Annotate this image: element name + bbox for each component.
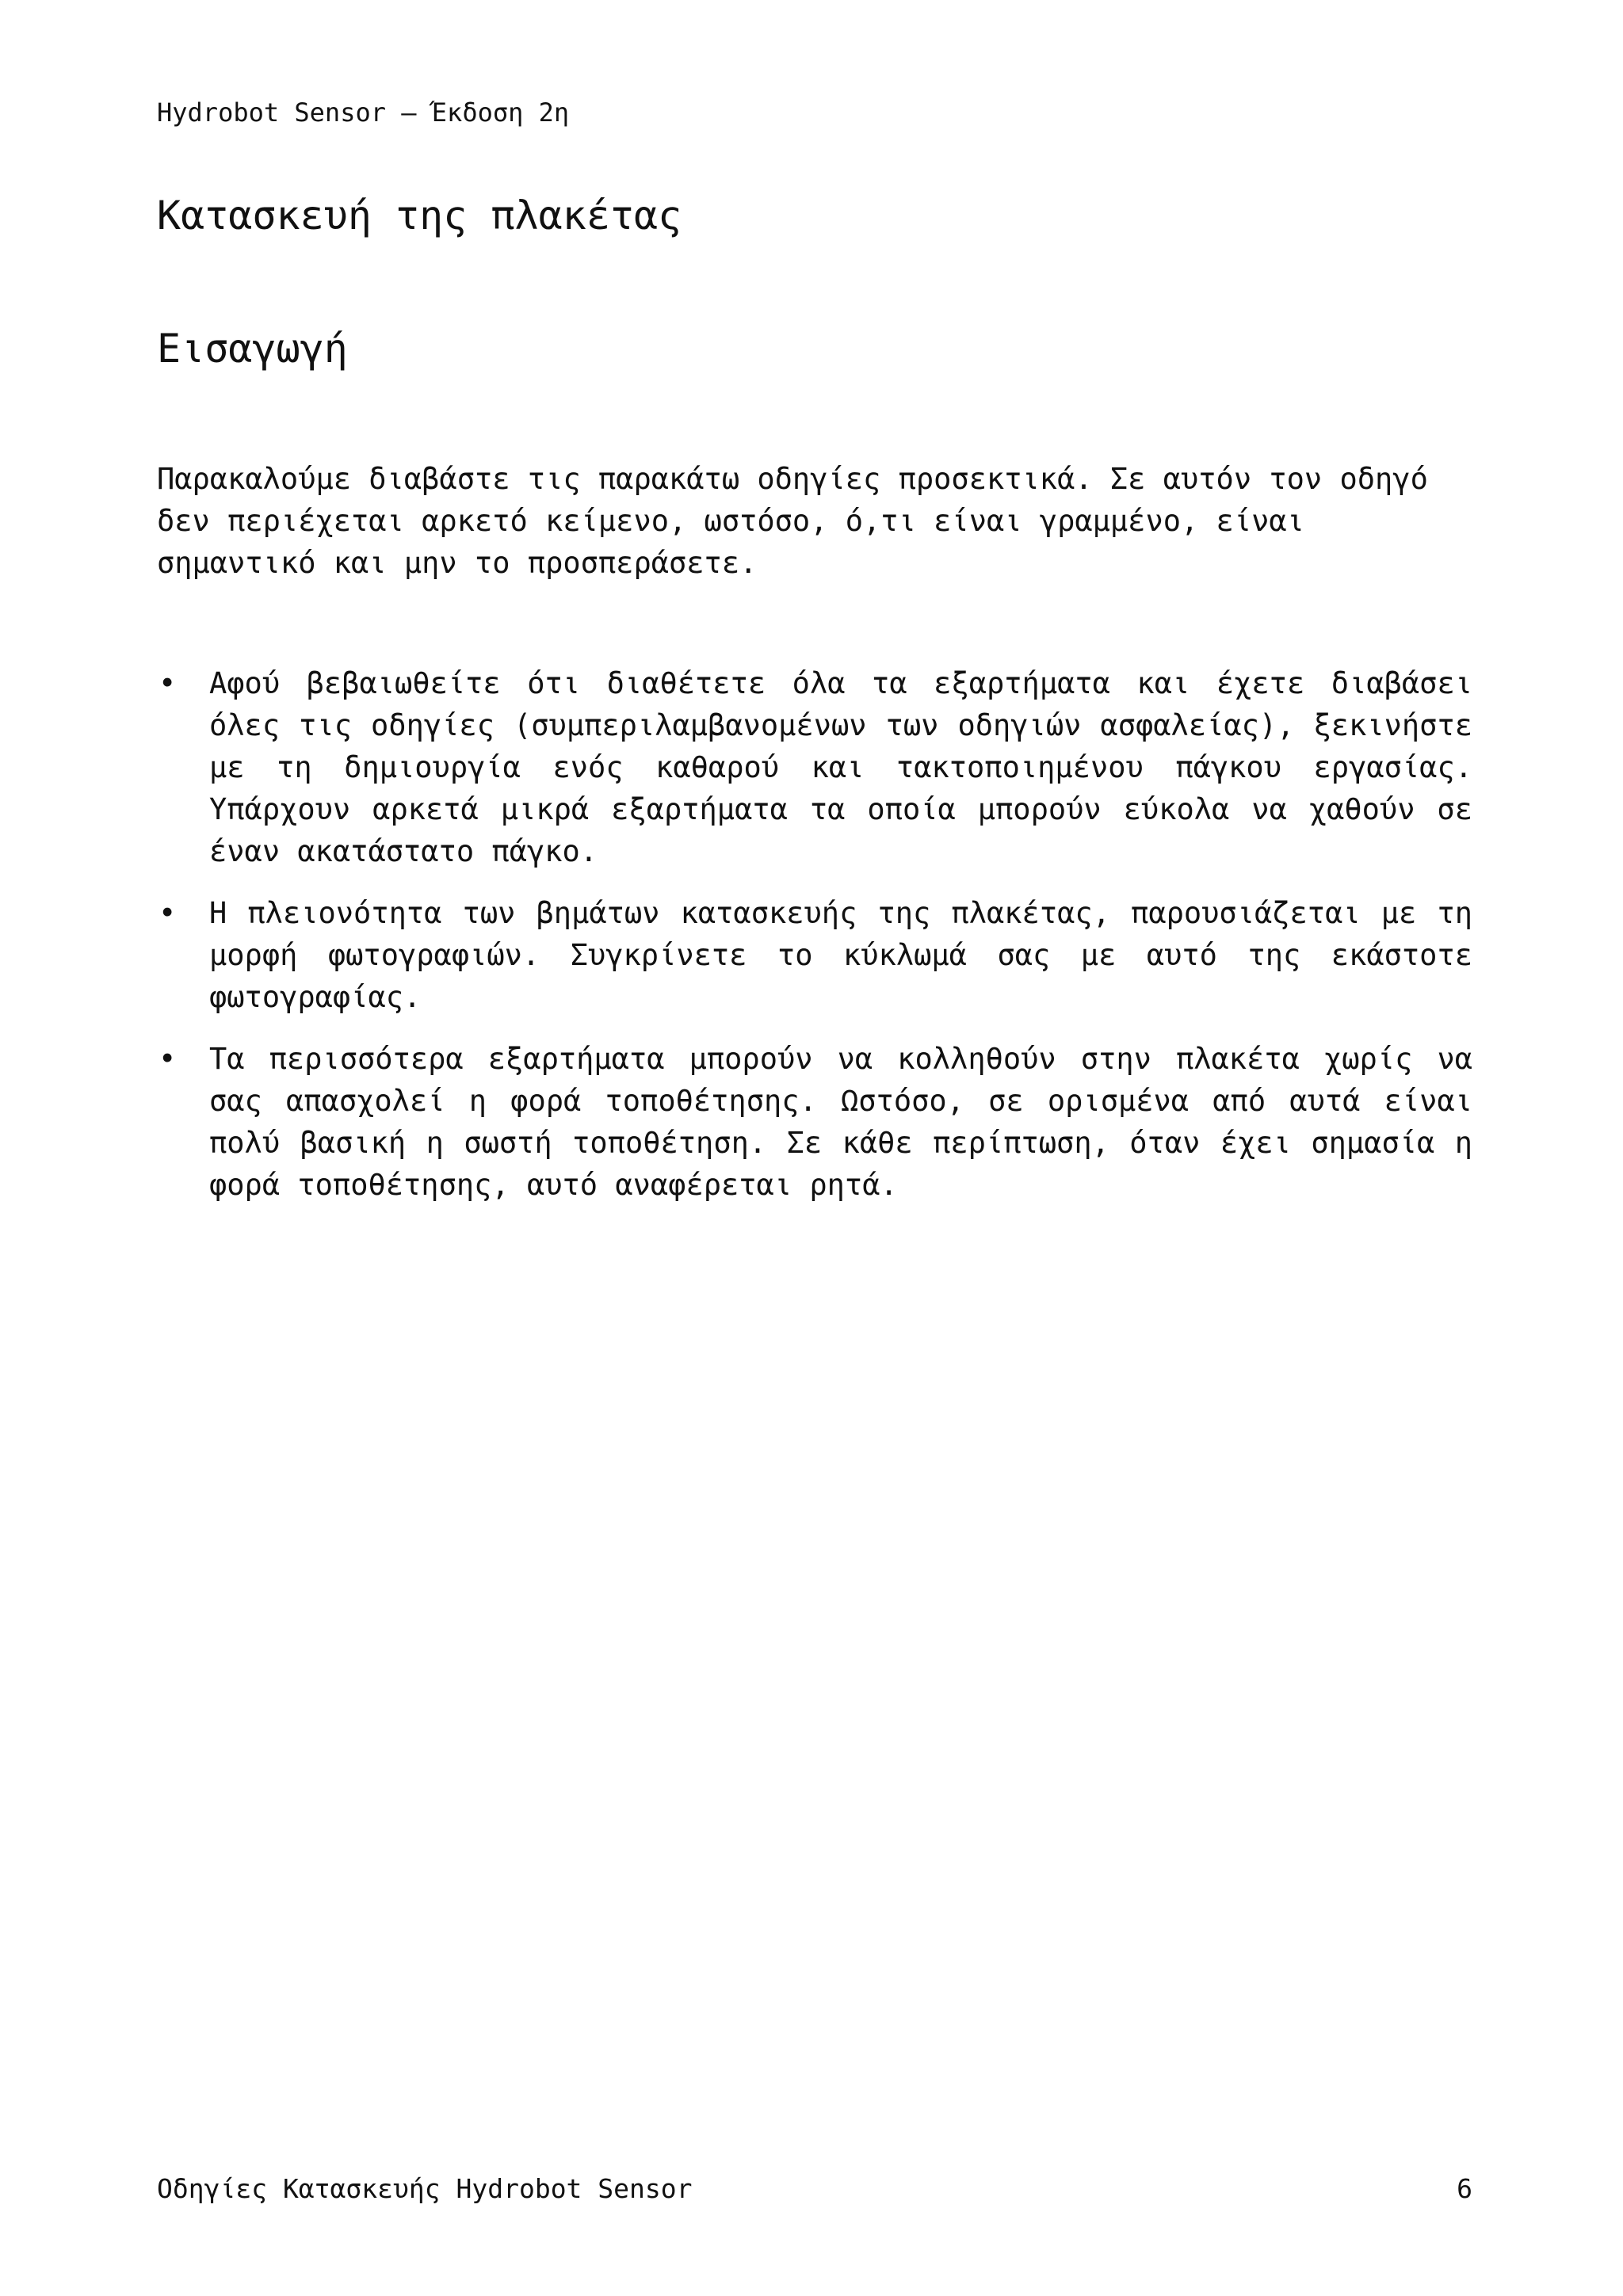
chapter-title: Κατασκευή της πλακέτας [157,193,682,238]
list-item [157,662,1472,872]
list-item [157,892,1472,1018]
list-item-text: Η πλειονότητα των βημάτων κατασκευής της πλακέτας, παρουσιάζεται με τη μορφή φωτογραφιών. Συγκρίνετε το κύκλωμά σας με αυτό της εκάστοτε φωτογραφίας. [209,896,1472,1014]
bullet-icon: • [158,666,177,700]
running-header: Hydrobot Sensor – Έκδοση 2η [157,97,570,128]
list-item [157,1038,1472,1206]
page-number: 6 [1457,2173,1472,2204]
intro-paragraph: Παρακαλούμε διαβάστε τις παρακάτω οδηγίες προσεκτικά. Σε αυτόν τον οδηγό δεν περιέχεται αρκετό κείμενο, ωστόσο, ό,τι είναι γραμμένο, είναι σημαντικό και μην το προσπεράσετε. [157,462,1428,580]
list-item-text: Αφού βεβαιωθείτε ότι διαθέτετε όλα τα εξαρτήματα και έχετε διαβάσει όλες τις οδηγίες (συμπεριλαμβανομένων των οδηγιών ασφαλείας), ξεκινήστε με τη δημιουργία ενός καθαρού και τακτοποιημένου πάγκου εργασίας. Υπάρχουν αρκετά μικρά εξαρτήματα τα οποία μπορούν εύκολα να χαθούν σε έναν ακατάστατο πάγκο. [209,666,1472,868]
bullet-icon: • [158,1042,177,1076]
section-title: Εισαγωγή [157,326,348,372]
footer-document-title: Οδηγίες Κατασκευής Hydrobot Sensor [157,2173,693,2204]
list-item-text: Τα περισσότερα εξαρτήματα μπορούν να κολληθούν στην πλακέτα χωρίς να σας απασχολεί η φορά τοποθέτησης. Ωστόσο, σε ορισμένα από αυτά είναι πολύ βασική η σωστή τοποθέτηση. Σε κάθε περίπτωση, όταν έχει σημασία η φορά τοποθέτησης, αυτό αναφέρεται ρητά. [209,1042,1472,1202]
bullet-icon: • [158,896,177,930]
instructions-list [157,662,1472,1226]
